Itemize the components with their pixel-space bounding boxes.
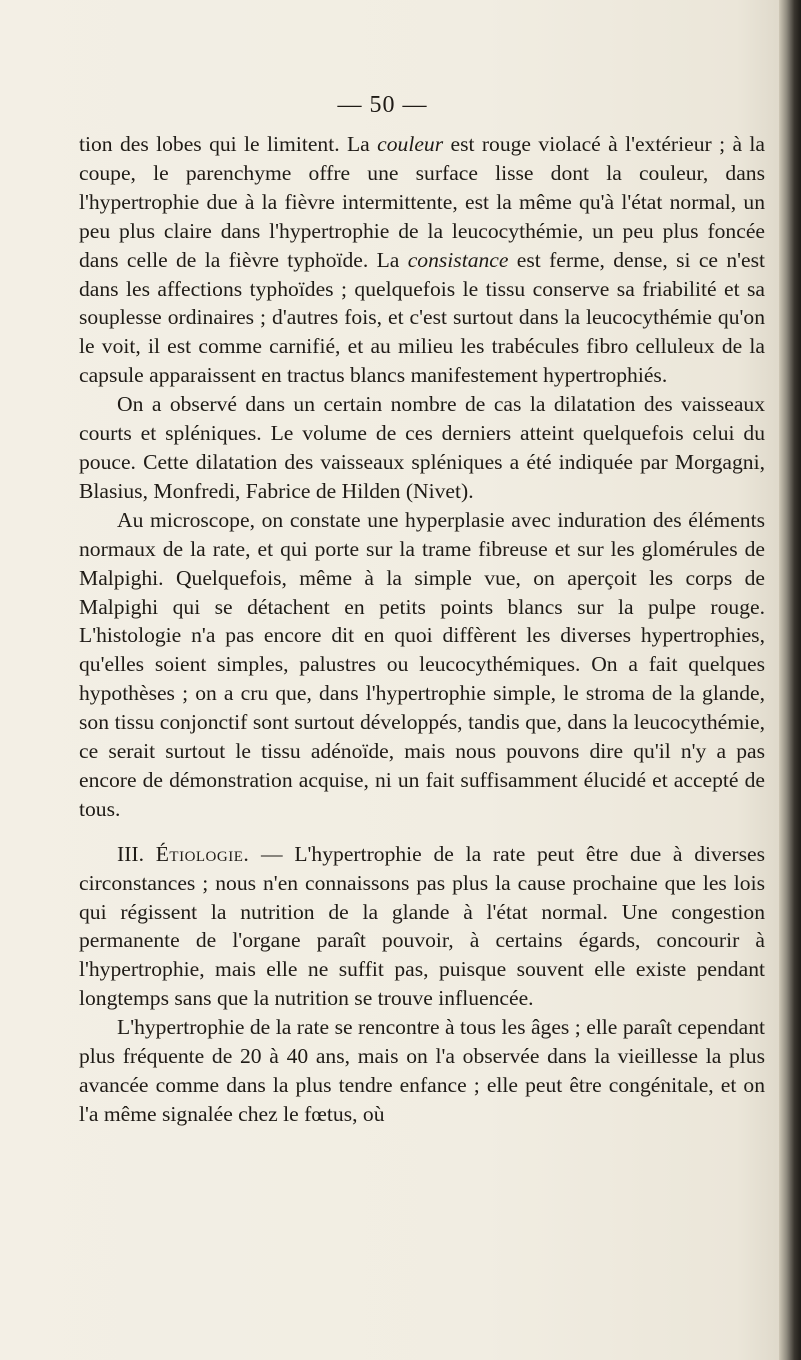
page-edge-shadow [779,0,801,1360]
paragraph-ages: L'hypertrophie de la rate se rencontre à tous les âges ; elle paraît cependant plus fréquente de 20 à 40 ans, mais on l'a observée dans la vieillesse la plus avancée comme dans la plus tendre enfance ; elle peut être congénitale, et on l'a même signalée chez le fœtus, où [79,1015,765,1126]
paragraph-etiologie [79,840,765,1013]
text-run: est ferme, dense, si ce n'est dans les affections typhoïdes ; quelquefois le tissu conserve sa friabilité et sa souplesse ordinaires ; d'autres fois, et c'est surtout dans la leucocythémie qu'on le voit, il est comme carnifié, et au milieu les trabécules fibro celluleux de la capsule apparaissent en tractus blancs manifestement hypertrophiés. [79,247,765,388]
text-run: tion des lobes qui le limitent. La [79,132,378,156]
text-run: — L'hypertrophie de la rate peut être due à diverses circonstances ; nous n'en connaissons pas plus la cause prochaine que les lois qui régissent la nutrition de la glande à l'état normal. Une congestion permanente de l'organe paraît pouvoir, à certains égards, concourir à l'hypertrophie, mais elle ne suffit pas, puisque souvent elle existe pendant longtemps sans que la nutrition se trouve influencée. [79,841,765,1011]
paragraph-microscope: Au microscope, on constate une hyperplasie avec induration des éléments normaux de la rate, et qui porte sur la trame fibreuse et sur les glomérules de Malpighi. Quelquefois, même à la simple vue, on aperçoit les corps de Malpighi qui se détachent en petits points blancs sur la pulpe rouge. L'histologie n'a pas encore dit en quoi diffèrent les diverses hypertrophies, qu'elles soient simples, palustres ou leucocythémiques. On a fait quelques hypothèses ; on a cru que, dans l'hypertrophie simple, le stroma de la glande, son tissu conjonctif sont surtout développés, tandis que, dans la leucocythémie, ce serait surtout le tissu adénoïde, mais nous pouvons dire qu'il n'y a pas encore de démonstration acquise, ni un fait suffisamment élucidé et accepté de tous. [79,507,765,821]
paragraph-description [79,130,765,390]
page-number: — 50 — [337,92,428,118]
text-run: est rouge violacé à l'extérieur ; à la coupe, le parenchyme offre une surface lisse dont la couleur, dans l'hypertrophie due à la fièvre intermittente, est la même qu'à l'état normal, un peu plus claire dans l'hypertrophie de la leucocythémie, un peu plus foncée dans celle de la fièvre typhoïde. La [79,132,765,272]
body-text [79,130,765,1129]
section-title: Étiologie. [155,841,250,866]
italic-term-consistance: consistance [407,247,509,272]
paragraph-dilatation: On a observé dans un certain nombre de cas la dilatation des vaisseaux courts et spléniques. Le volume de ces derniers atteint quelquefois celui du pouce. Cette dilatation des vaisseaux spléniques a été indiquée par Morgagni, Blasius, Monfredi, Fabrice de Hilden (Nivet). [79,392,765,503]
section-number: III. [117,841,144,866]
italic-term-couleur: couleur [377,132,444,156]
